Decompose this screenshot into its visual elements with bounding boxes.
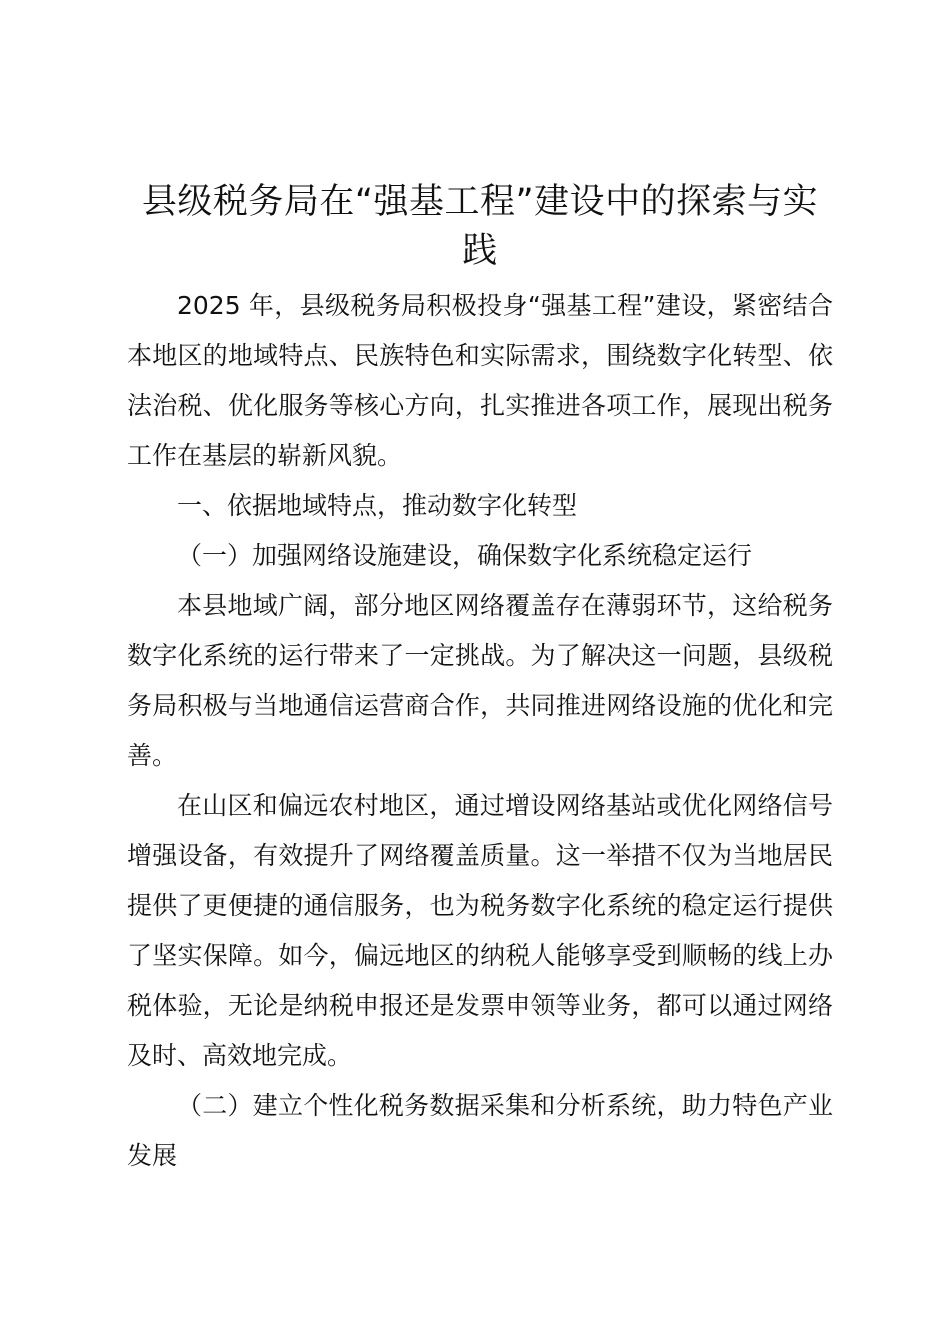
subsection-heading-2: （二）建立个性化税务数据采集和分析系统，助力特色产业发展 [127, 1091, 833, 1170]
body-paragraph-network-results: 在山区和偏远农村地区，通过增设网络基站或优化网络信号增强设备，有效提升了网络覆盖质量。这一举措不仅为当地居民提供了更便捷的通信服务，也为税务数字化系统的稳定运行提供了坚实保障。如今，偏远地区的纳税人能够享受到顺畅的线上办税体验，无论是纳税申报还是发票申领等业务，都可以通过网络及时、高效地完成。 [127, 791, 833, 1070]
body-paragraph-network-challenge: 本县地域广阔，部分地区网络覆盖存在薄弱环节，这给税务数字化系统的运行带来了一定挑战。为了解决这一问题，县级税务局积极与当地通信运营商合作，共同推进网络设施的优化和完善。 [127, 591, 833, 770]
document-body [127, 178, 833, 1181]
intro-paragraph: 2025 年，县级税务局积极投身“强基工程”建设，紧密结合本地区的地域特点、民族特色和实际需求，围绕数字化转型、依法治税、优化服务等核心方向，扎实推进各项工作，展现出税务工作在基层的崭新风貌。 [127, 291, 833, 470]
subsection-heading-1: （一）加强网络设施建设，确保数字化系统稳定运行 [177, 541, 753, 570]
document-title: 县级税务局在“强基工程”建设中的探索与实践 [141, 182, 819, 271]
section-heading-1: 一、依据地域特点，推动数字化转型 [177, 491, 578, 520]
